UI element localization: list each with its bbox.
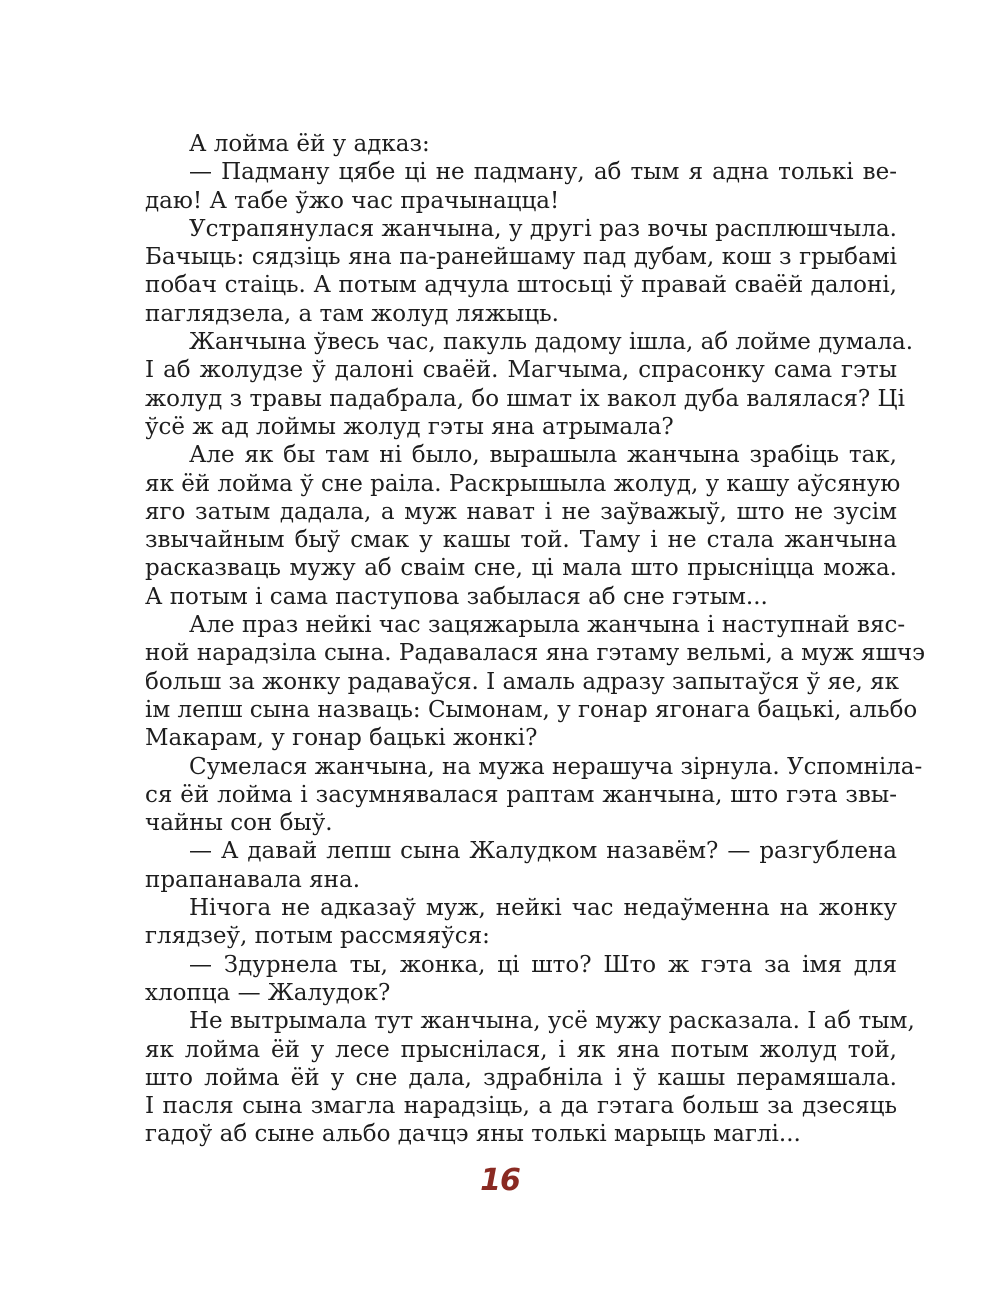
- text-line: І аб жолудзе ў далоні сваёй. Магчыма, спрасонку сама гэты: [145, 357, 897, 384]
- text-line: А лойма ёй у адказ:: [189, 131, 430, 157]
- text-line: — Падману цябе ці не падману, аб тым я адна толькі ве-: [189, 159, 897, 186]
- text-line: Але як бы там ні было, вырашыла жанчына зрабіць так,: [189, 442, 897, 469]
- text-line: ся ёй лойма і засумнявалася раптам жанчына, што гэта звы-: [145, 781, 897, 808]
- text-line: ной нарадзіла сына. Радавалася яна гэтаму вельмі, а муж яшчэ: [145, 640, 926, 667]
- text-line: Жанчына ўвесь час, пакуль дадому ішла, аб лойме думала.: [189, 329, 914, 356]
- text-line: прапанавала яна.: [145, 866, 361, 893]
- text-line: як ёй лойма ў сне раіла. Раскрышыла жолуд, у кашу аўсяную: [145, 470, 901, 497]
- text-line: ім лепш сына назваць: Сымонам, у гонар ягонага бацькі, альбо: [145, 696, 918, 723]
- text-line: побач стаіць. А потым адчула штосьці ў правай сваёй далоні,: [145, 272, 897, 299]
- text-line: Устрапянулася жанчына, у другі раз вочы расплюшчыла.: [189, 215, 897, 242]
- text-line: больш за жонку радаваўся. І амаль адразу запытаўся ў яе, як: [145, 668, 900, 695]
- text-line: Нічога не адказаў муж, нейкі час недаўменна на жонку: [189, 895, 897, 922]
- text-line: яго затым дадала, а муж нават і не заўважыў, што не зусім: [145, 498, 897, 525]
- text-line: Але праз нейкі час зацяжарыла жанчына і наступнай вяс-: [189, 612, 906, 639]
- text-line: паглядзела, а там жолуд ляжыць.: [145, 300, 559, 327]
- text-line: расказваць мужу аб сваім сне, ці мала што прысніцца можа.: [145, 555, 897, 582]
- text-line: ўсё ж ад лоймы жолуд гэты яна атрымала?: [145, 413, 674, 440]
- text-line: што лойма ёй у сне дала, здрабніла і ў кашы перамяшала.: [145, 1064, 897, 1091]
- text-line: як лойма ёй у лесе прыснілася, і як яна потым жолуд той,: [145, 1036, 897, 1063]
- text-line: даю! А табе ўжо час прачынацца!: [145, 187, 560, 214]
- text-line: хлопца — Жалудок?: [145, 979, 391, 1006]
- text-line: Макарам, у гонар бацькі жонкі?: [145, 725, 538, 752]
- text-line: — Здурнела ты, жонка, ці што? Што ж гэта за імя для: [189, 951, 897, 978]
- text-line: Сумелася жанчына, на мужа нерашуча зірнула. Успомніла-: [189, 753, 923, 780]
- text-line: Бачыць: сядзіць яна па-ранейшаму пад дубам, кош з грыбамі: [145, 244, 897, 271]
- page-body-text: [145, 130, 926, 1149]
- text-line: чайны сон быў.: [145, 810, 333, 837]
- text-line: глядзеў, потым рассмяяўся:: [145, 923, 490, 950]
- text-line: — А давай лепш сына Жалудком назавём? — разгублена: [189, 838, 897, 865]
- page-number: 16: [480, 1163, 520, 1198]
- text-line: Не вытрымала тут жанчына, усё мужу расказала. І аб тым,: [189, 1008, 915, 1035]
- text-line: гадоў аб сыне альбо дачцэ яны толькі марыць маглі...: [145, 1121, 801, 1148]
- text-line: жолуд з травы падабрала, бо шмат іх вакол дуба валялася? Ці: [145, 385, 905, 412]
- text-line: І пасля сына змагла нарадзіць, а да гэтага больш за дзесяць: [145, 1093, 897, 1120]
- text-line: звычайным быў смак у кашы той. Таму і не стала жанчына: [145, 527, 897, 554]
- text-line: А потым і сама паступова забылася аб сне гэтым...: [145, 583, 768, 610]
